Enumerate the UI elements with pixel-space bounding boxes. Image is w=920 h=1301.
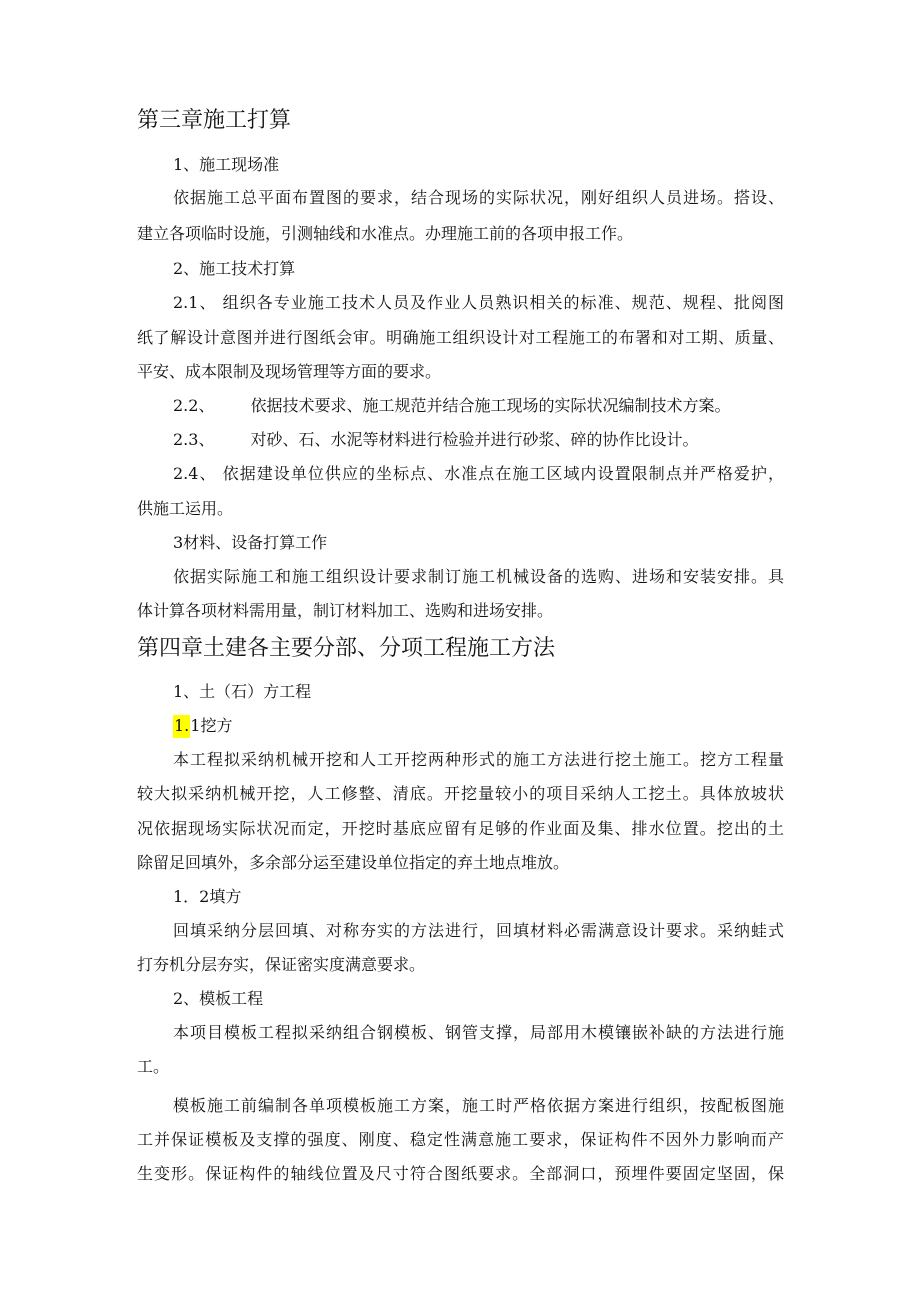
ch4-section-1-1-title <box>173 716 232 736</box>
ch4-section-2-line: 本项目模板工程拟采纳组合钢模板、钢管支撑，局部用木模镶嵌补缺的方法进行施 <box>173 1023 784 1042</box>
ch4-section-1-2-line: 打夯机分层夯实，保证密实度满意要求。 <box>137 955 426 974</box>
section-1-title: 1、施工现场准 <box>173 155 280 174</box>
ch4-section-1-1-line: 况依据现场实际状况而定，开挖时基底应留有足够的作业面及集、排水位置。挖出的土 <box>137 819 784 838</box>
section-2-4-line: 供施工运用。 <box>137 499 234 518</box>
section-2-3-number: 2.3、 <box>173 430 215 449</box>
section-1-paragraph-line: 依据施工总平面布置图的要求，结合现场的实际状况，刚好组织人员进场。搭设、 <box>173 188 784 207</box>
chapter3-title: 第三章施工打算 <box>137 108 292 133</box>
section-2-3 <box>173 430 698 450</box>
section-3-line: 体计算各项材料需用量，制订材料加工、选购和进场安排。 <box>137 601 554 620</box>
section-1-1-title-text: 1挖方 <box>190 716 233 735</box>
ch4-section-2-line: 工。 <box>137 1057 170 1076</box>
ch4-section-1-2-title: 1．2填方 <box>173 887 242 906</box>
ch4-section-1-1-line: 较大拟采纳机械开挖，人工修整、清底。开挖量较小的项目采纳人工挖土。具体放坡状 <box>137 784 784 803</box>
section-3-line: 依据实际施工和施工组织设计要求制订施工机械设备的选购、进场和安装安排。具 <box>173 567 784 586</box>
section-2-1-line: 纸了解设计意图并进行图纸会审。明确施工组织设计对工程施工的布署和对工期、质量、 <box>137 328 784 347</box>
ch4-section-1-1-line: 除留足回填外，多余部分运至建设单位指定的弃土地点堆放。 <box>137 853 570 872</box>
section-2-2 <box>173 396 730 416</box>
ch4-section-2-line: 工并保证模板及支撑的强度、刚度、稳定性满意施工要求，保证构件不因外力影响而产 <box>137 1130 784 1149</box>
ch4-section-2-line: 模板施工前编制各单项模板施工方案，施工时严格依据方案进行组织，按配板图施 <box>173 1096 784 1115</box>
chapter4-title: 第四章土建各主要分部、分项工程施工方法 <box>137 636 556 661</box>
ch4-section-1-title: 1、土（石）方工程 <box>173 682 312 701</box>
section-2-1-line: 平安、成本限制及现场管理等方面的要求。 <box>137 362 442 381</box>
section-2-title: 2、施工技术打算 <box>173 259 296 278</box>
ch4-section-1-2-line: 回填采纳分层回填、对称夯实的方法进行，回填材料必需满意设计要求。采纳蛙式 <box>173 921 784 940</box>
ch4-section-2-title: 2、模板工程 <box>173 989 264 1008</box>
section-1-paragraph-line: 建立各项临时设施，引测轴线和水准点。办理施工前的各项申报工作。 <box>137 224 634 243</box>
section-2-2-number: 2.2、 <box>173 396 215 415</box>
section-2-1-line: 2.1、 组织各专业施工技术人员及作业人员熟识相关的标准、规范、规程、批阅图 <box>173 293 784 312</box>
ch4-section-2-line: 生变形。保证构件的轴线位置及尺寸符合图纸要求。全部洞口，预埋件要固定坚固，保 <box>137 1164 784 1183</box>
section-2-2-text: 依据技术要求、施工规范并结合施工现场的实际状况编制技术方案。 <box>250 396 731 415</box>
section-3-title: 3材料、设备打算工作 <box>173 533 328 552</box>
section-2-3-text: 对砂、石、水泥等材料进行检验并进行砂浆、碎的协作比设计。 <box>250 430 699 449</box>
highlighted-number: 1. <box>173 715 190 738</box>
ch4-section-1-1-line: 本工程拟采纳机械开挖和人工开挖两种形式的施工方法进行挖土施工。挖方工程量 <box>173 750 784 769</box>
section-2-4-line: 2.4、 依据建设单位供应的坐标点、水准点在施工区域内设置限制点并严格爱护， <box>173 464 784 483</box>
